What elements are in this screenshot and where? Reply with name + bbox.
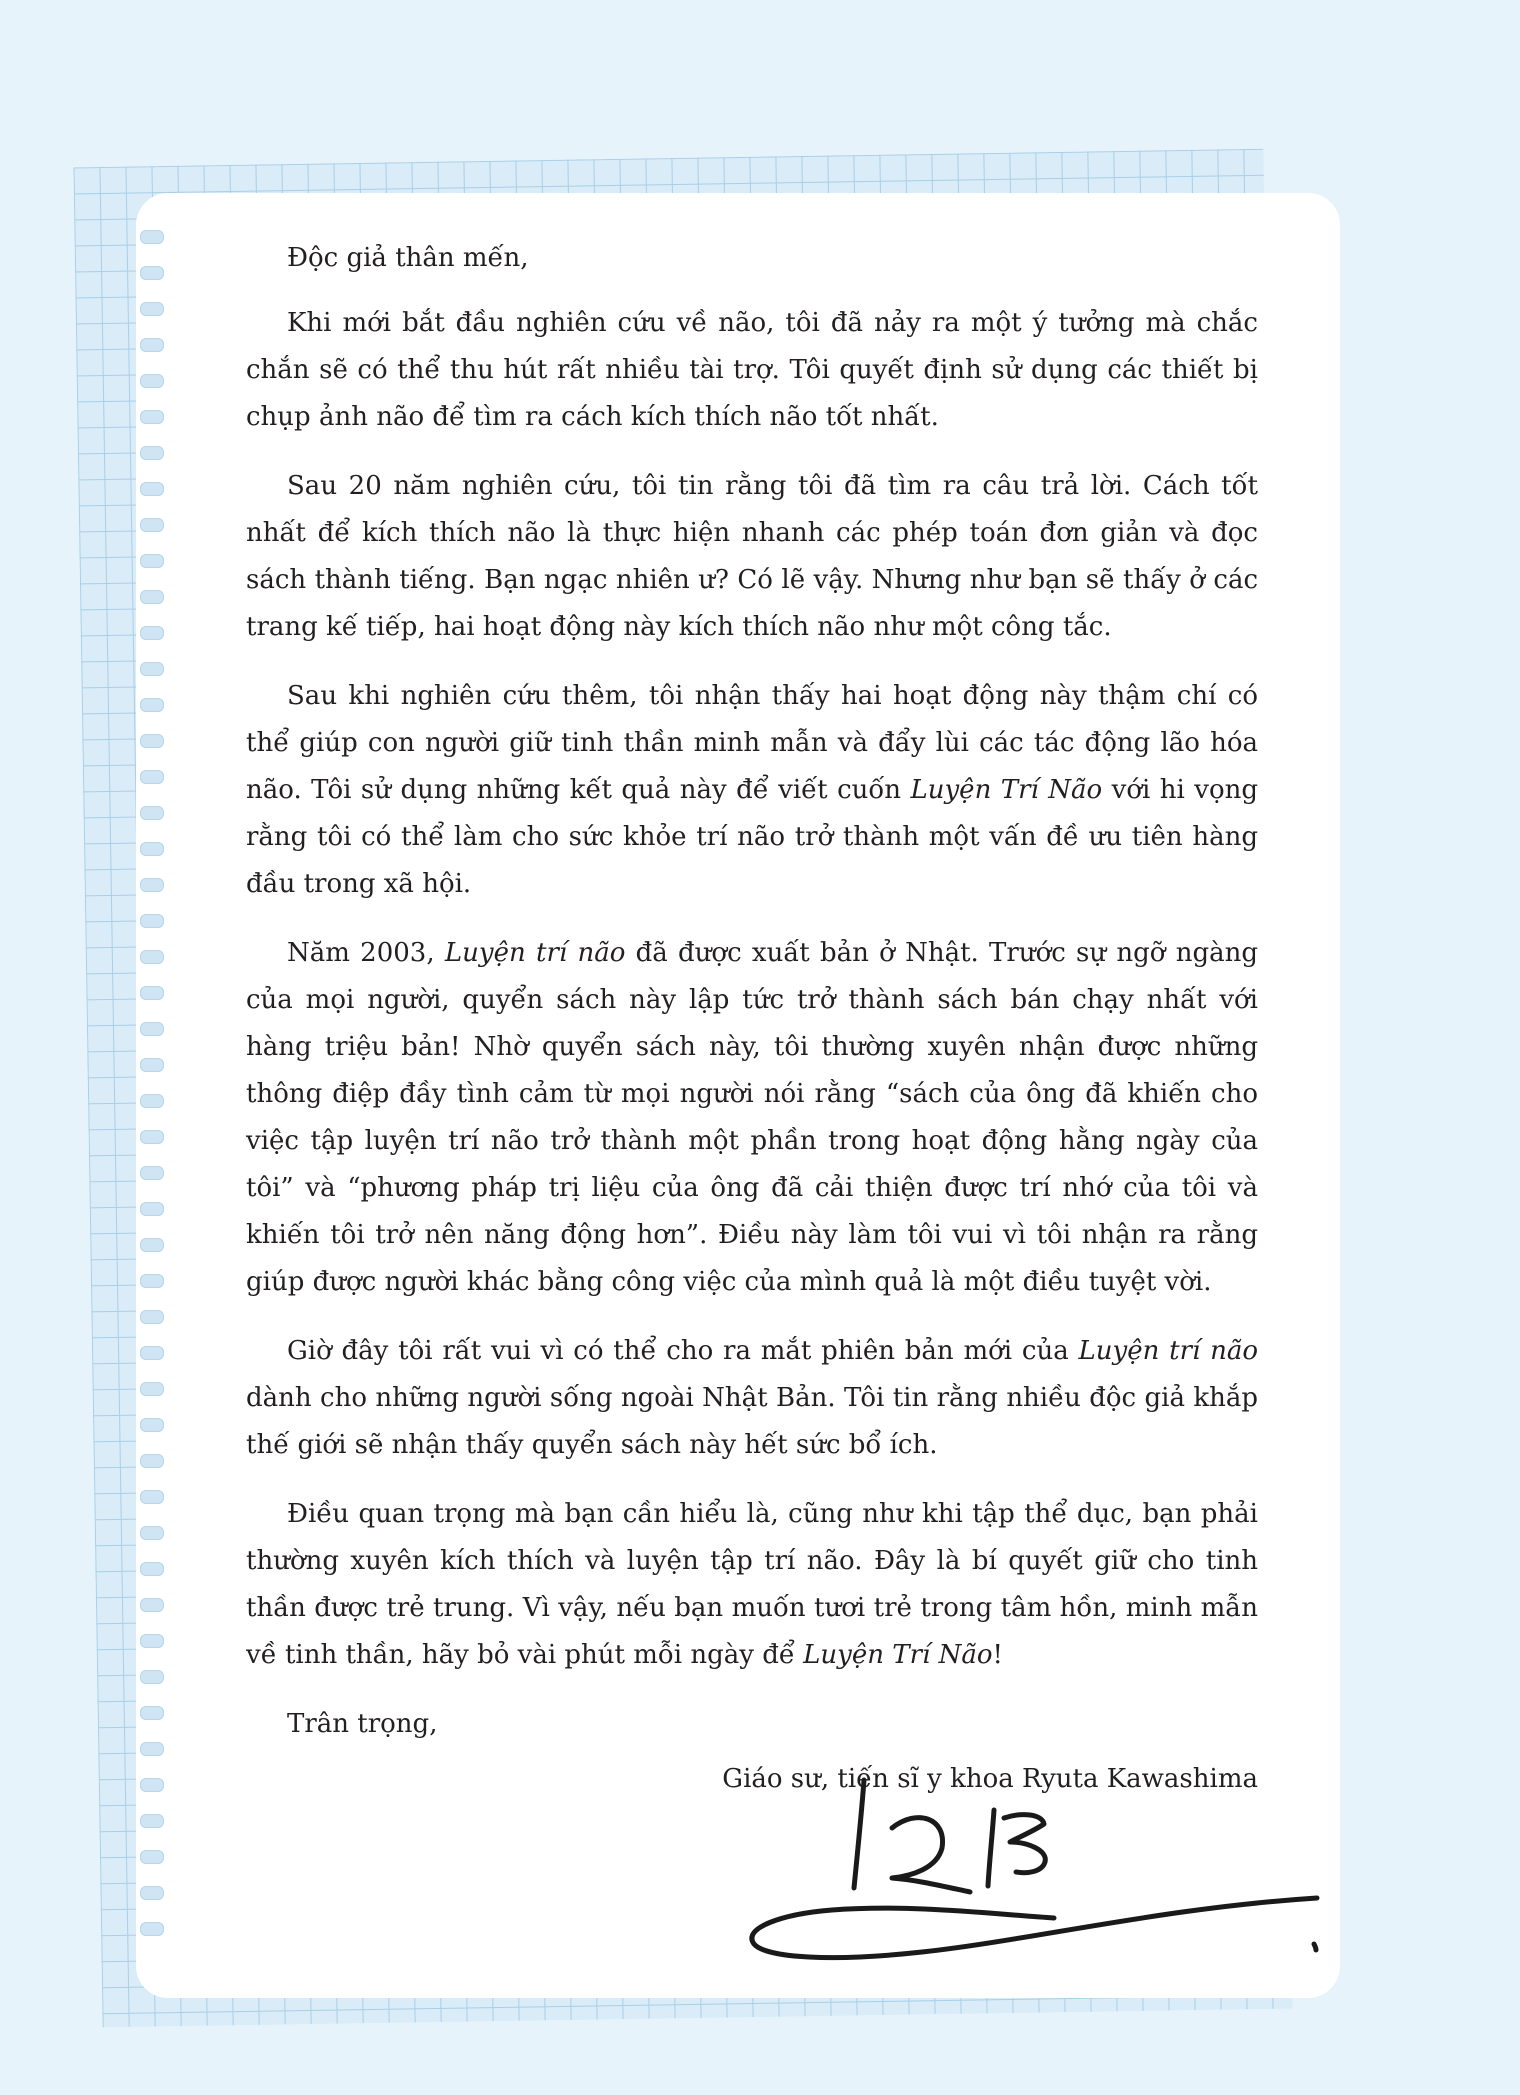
binding-hole <box>140 1706 164 1720</box>
binding-hole <box>140 1418 164 1432</box>
binding-hole <box>140 1670 164 1684</box>
binding-hole <box>140 770 164 784</box>
binding-hole <box>140 266 164 280</box>
binding-hole <box>140 626 164 640</box>
binding-hole <box>140 302 164 316</box>
binding-hole <box>140 1490 164 1504</box>
letter-body <box>246 235 1258 1803</box>
closing: Trân trọng, <box>287 1709 438 1739</box>
paragraph-text: dành cho những người sống ngoài Nhật Bản. Tôi tin rằng nhiều độc giả khắp thế giới sẽ nhận thấy quyển sách này hết sức bổ ích. <box>246 1383 1258 1460</box>
binding-hole <box>140 662 164 676</box>
binding-hole <box>140 1814 164 1828</box>
binding-hole <box>140 1022 164 1036</box>
binding-hole <box>140 1202 164 1216</box>
binding-hole <box>140 1634 164 1648</box>
binding-hole <box>140 1778 164 1792</box>
binding-hole <box>140 1238 164 1252</box>
binding-hole <box>140 1166 164 1180</box>
binding-hole <box>140 590 164 604</box>
binding-hole <box>140 1922 164 1936</box>
book-title: Luyện Trí Não <box>803 1640 993 1670</box>
paragraph-text: Giờ đây tôi rất vui vì có thể cho ra mắt phiên bản mới của <box>287 1336 1079 1366</box>
paragraph-text: Năm 2003, <box>287 938 445 968</box>
binding-hole <box>140 698 164 712</box>
binding-hole <box>140 1454 164 1468</box>
binding-hole <box>140 1850 164 1864</box>
binding-hole <box>140 230 164 244</box>
book-title: Luyện Trí Não <box>910 775 1103 805</box>
binding-hole <box>140 1562 164 1576</box>
handwritten-signature-icon <box>742 1768 1322 1978</box>
paragraph-text: Sau khi nghiên cứu thêm, tôi nhận thấy hai hoạt động này thậm chí có thể giúp con người giữ tinh thần minh mẫn và đẩy lùi các tác động lão hóa não. Tôi sử dụng những kết quả này để viết cuốn <box>246 681 1258 805</box>
binding-hole <box>140 950 164 964</box>
binding-hole <box>140 734 164 748</box>
binding-hole <box>140 1274 164 1288</box>
binding-hole <box>140 842 164 856</box>
paragraph-text: ! <box>992 1640 1003 1670</box>
binding-hole <box>140 482 164 496</box>
binding-hole <box>140 1742 164 1756</box>
book-title: Luyện trí não <box>1078 1336 1259 1366</box>
letter-paragraphs <box>246 300 1258 1679</box>
notebook-binding-holes <box>136 230 170 1970</box>
binding-hole <box>140 1382 164 1396</box>
book-title: Luyện trí não <box>444 938 626 968</box>
paragraph-text: Sau 20 năm nghiên cứu, tôi tin rằng tôi đã tìm ra câu trả lời. Cách tốt nhất để kích thích não là thực hiện nhanh các phép toán đơn giản và đọc sách thành tiếng. Bạn ngạc nhiên ư? Có lẽ vậy. Nhưng như bạn sẽ thấy ở các trang kế tiếp, hai hoạt động này kích thích não như một công tắc. <box>246 471 1258 642</box>
paragraph <box>246 1491 1258 1679</box>
binding-hole <box>140 1526 164 1540</box>
greeting: Độc giả thân mến, <box>287 243 529 273</box>
binding-hole <box>140 1598 164 1612</box>
paragraph-text: Điều quan trọng mà bạn cần hiểu là, cũng như khi tập thể dục, bạn phải thường xuyên kích thích và luyện tập trí não. Đây là bí quyết giữ cho tinh thần được trẻ trung. Vì vậy, nếu bạn muốn tươi trẻ trong tâm hồn, minh mẫn về tinh thần, hãy bỏ vài phút mỗi ngày để <box>246 1499 1258 1670</box>
binding-hole <box>140 1058 164 1072</box>
author-signature-line: Giáo sư, tiến sĩ y khoa Ryuta Kawashima <box>722 1764 1258 1794</box>
binding-hole <box>140 554 164 568</box>
paragraph-text: với hi vọng rằng tôi có thể làm cho sức khỏe trí não trở thành một vấn đề ưu tiên hàng đầu trong xã hội. <box>246 775 1258 899</box>
binding-hole <box>140 986 164 1000</box>
binding-hole <box>140 878 164 892</box>
paragraph <box>246 463 1258 651</box>
binding-hole <box>140 338 164 352</box>
paragraph <box>246 1328 1258 1469</box>
binding-hole <box>140 1346 164 1360</box>
binding-hole <box>140 914 164 928</box>
binding-hole <box>140 410 164 424</box>
paragraph <box>246 300 1258 441</box>
binding-hole <box>140 374 164 388</box>
binding-hole <box>140 446 164 460</box>
binding-hole <box>140 1094 164 1108</box>
binding-hole <box>140 806 164 820</box>
paragraph-text: Khi mới bắt đầu nghiên cứu về não, tôi đã nảy ra một ý tưởng mà chắc chắn sẽ có thể thu hút rất nhiều tài trợ. Tôi quyết định sử dụng các thiết bị chụp ảnh não để tìm ra cách kích thích não tốt nhất. <box>246 308 1258 432</box>
binding-hole <box>140 1310 164 1324</box>
paragraph <box>246 673 1258 908</box>
paragraph <box>246 930 1258 1306</box>
binding-hole <box>140 1886 164 1900</box>
binding-hole <box>140 518 164 532</box>
paragraph-text: đã được xuất bản ở Nhật. Trước sự ngỡ ngàng của mọi người, quyển sách này lập tức trở thành sách bán chạy nhất với hàng triệu bản! Nhờ quyển sách này, tôi thường xuyên nhận được những thông điệp đầy tình cảm từ mọi người nói rằng “sách của ông đã khiến cho việc tập luyện trí não trở thành một phần trong hoạt động hằng ngày của tôi” và “phương pháp trị liệu của ông đã cải thiện được trí nhớ của tôi và khiến tôi trở nên năng động hơn”. Điều này làm tôi vui vì tôi nhận ra rằng giúp được người khác bằng công việc của mình quả là một điều tuyệt vời. <box>246 938 1259 1297</box>
binding-hole <box>140 1130 164 1144</box>
